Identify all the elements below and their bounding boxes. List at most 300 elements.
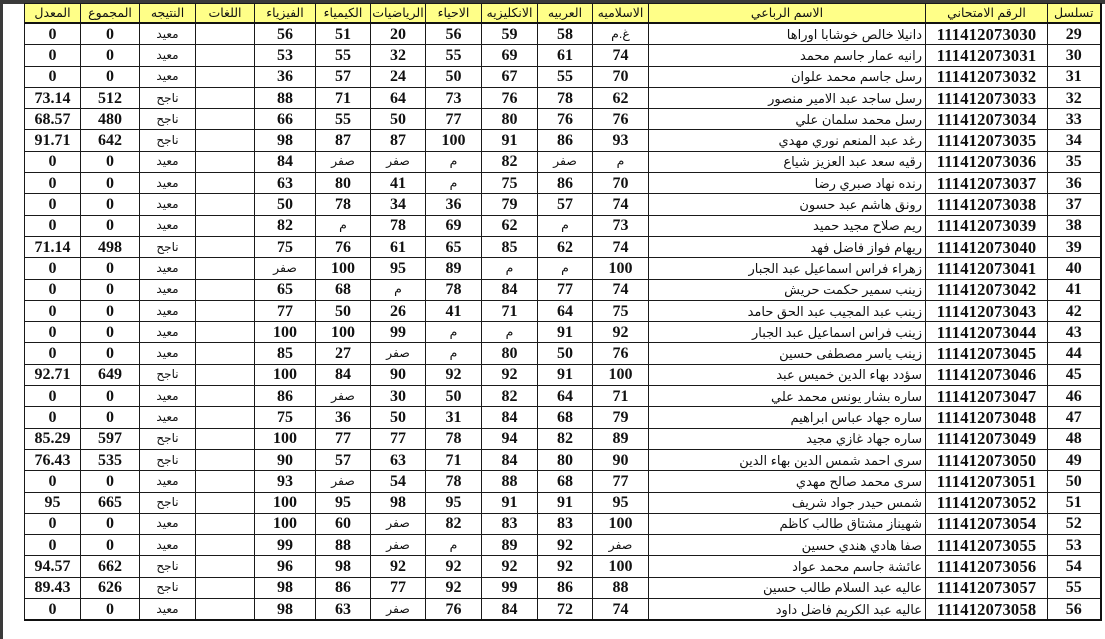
cell-seq: 34 — [1048, 130, 1101, 151]
cell-islamic: 74 — [593, 236, 649, 257]
cell-name: زينب فراس اسماعيل عبد الجبار — [649, 322, 926, 343]
cell-average: 0 — [25, 513, 81, 534]
cell-arabic: م — [538, 215, 593, 236]
cell-languages — [196, 535, 255, 556]
cell-arabic: صفر — [538, 151, 593, 172]
cell-exam-no: 111412073044 — [926, 322, 1048, 343]
cell-english: 79 — [482, 194, 538, 215]
cell-chemistry: 76 — [316, 236, 371, 257]
column-header-biology: الاحياء — [426, 4, 482, 24]
cell-math: م — [371, 279, 426, 300]
cell-english: 99 — [482, 577, 538, 598]
cell-average: 95 — [25, 492, 81, 513]
cell-name: رسل محمد سلمان علي — [649, 109, 926, 130]
cell-islamic: 89 — [593, 428, 649, 449]
cell-biology: 92 — [426, 577, 482, 598]
cell-seq: 46 — [1048, 386, 1101, 407]
cell-seq: 53 — [1048, 535, 1101, 556]
cell-biology: 50 — [426, 386, 482, 407]
column-header-exam-no: الرقم الامتحاني — [926, 4, 1048, 24]
cell-result: ناجح — [140, 109, 196, 130]
cell-arabic: 77 — [538, 279, 593, 300]
cell-islamic: 74 — [593, 599, 649, 621]
cell-math: 50 — [371, 109, 426, 130]
cell-arabic: 80 — [538, 449, 593, 470]
cell-physics: 98 — [255, 577, 316, 598]
cell-exam-no: 111412073056 — [926, 556, 1048, 577]
cell-biology: 41 — [426, 300, 482, 321]
cell-english: 91 — [482, 492, 538, 513]
cell-arabic: 68 — [538, 407, 593, 428]
cell-seq: 50 — [1048, 471, 1101, 492]
cell-chemistry: 60 — [316, 513, 371, 534]
cell-math: 98 — [371, 492, 426, 513]
cell-arabic: 86 — [538, 577, 593, 598]
cell-name: زهراء فراس اسماعيل عبد الجبار — [649, 258, 926, 279]
cell-languages — [196, 23, 255, 45]
table-row — [25, 407, 1101, 428]
cell-average: 0 — [25, 66, 81, 87]
column-header-total: المجموع — [81, 4, 140, 24]
cell-arabic: 82 — [538, 428, 593, 449]
cell-result: معيد — [140, 300, 196, 321]
cell-languages — [196, 386, 255, 407]
cell-arabic: 86 — [538, 130, 593, 151]
cell-chemistry: 71 — [316, 87, 371, 108]
cell-average: 89.43 — [25, 577, 81, 598]
cell-seq: 54 — [1048, 556, 1101, 577]
table-row — [25, 471, 1101, 492]
cell-seq: 47 — [1048, 407, 1101, 428]
cell-total: 0 — [81, 151, 140, 172]
cell-name: رنده نهاد صبري رضا — [649, 173, 926, 194]
cell-languages — [196, 428, 255, 449]
column-header-name: الاسم الرباعي — [649, 4, 926, 24]
cell-biology: 95 — [426, 492, 482, 513]
cell-arabic: 55 — [538, 66, 593, 87]
cell-chemistry: 88 — [316, 535, 371, 556]
cell-name: زينب سمير حكمت حريش — [649, 279, 926, 300]
cell-physics: 36 — [255, 66, 316, 87]
cell-biology: م — [426, 343, 482, 364]
cell-math: 20 — [371, 23, 426, 45]
table-row — [25, 492, 1101, 513]
cell-total: 0 — [81, 173, 140, 194]
cell-english: 92 — [482, 556, 538, 577]
cell-name: زينب ياسر مصطفى حسين — [649, 343, 926, 364]
cell-chemistry: 36 — [316, 407, 371, 428]
cell-physics: 56 — [255, 23, 316, 45]
cell-average: 0 — [25, 386, 81, 407]
cell-physics: 50 — [255, 194, 316, 215]
cell-name: عاليه عبد الكريم فاضل داود — [649, 599, 926, 621]
column-header-arabic: العربيه — [538, 4, 593, 24]
cell-math: 63 — [371, 449, 426, 470]
column-header-seq: تسلسل — [1048, 4, 1101, 24]
table-row — [25, 23, 1101, 45]
cell-seq: 29 — [1048, 23, 1101, 45]
cell-chemistry: 57 — [316, 449, 371, 470]
cell-english: م — [482, 258, 538, 279]
cell-exam-no: 111412073045 — [926, 343, 1048, 364]
cell-name: دانيلا خالص خوشابا اوراها — [649, 23, 926, 45]
cell-total: 626 — [81, 577, 140, 598]
cell-result: معيد — [140, 386, 196, 407]
cell-exam-no: 111412073033 — [926, 87, 1048, 108]
cell-seq: 30 — [1048, 45, 1101, 66]
cell-biology: 78 — [426, 471, 482, 492]
cell-islamic: 100 — [593, 258, 649, 279]
cell-exam-no: 111412073046 — [926, 364, 1048, 385]
table-row — [25, 45, 1101, 66]
cell-math: 26 — [371, 300, 426, 321]
cell-total: 0 — [81, 300, 140, 321]
cell-math: 95 — [371, 258, 426, 279]
cell-exam-no: 111412073034 — [926, 109, 1048, 130]
table-row — [25, 173, 1101, 194]
cell-exam-no: 111412073050 — [926, 449, 1048, 470]
cell-islamic: 74 — [593, 194, 649, 215]
cell-biology: 78 — [426, 428, 482, 449]
cell-biology: 50 — [426, 66, 482, 87]
cell-math: 30 — [371, 386, 426, 407]
cell-biology: 76 — [426, 599, 482, 621]
cell-seq: 35 — [1048, 151, 1101, 172]
cell-exam-no: 111412073048 — [926, 407, 1048, 428]
cell-biology: م — [426, 173, 482, 194]
cell-islamic: 100 — [593, 364, 649, 385]
cell-total: 0 — [81, 386, 140, 407]
cell-physics: 100 — [255, 492, 316, 513]
cell-arabic: 62 — [538, 236, 593, 257]
cell-seq: 55 — [1048, 577, 1101, 598]
cell-arabic: 64 — [538, 386, 593, 407]
cell-result: ناجح — [140, 130, 196, 151]
cell-average: 76.43 — [25, 449, 81, 470]
cell-english: 80 — [482, 109, 538, 130]
cell-total: 0 — [81, 215, 140, 236]
column-header-math: الرياضيات — [371, 4, 426, 24]
cell-average: 0 — [25, 407, 81, 428]
cell-languages — [196, 556, 255, 577]
cell-math: صفر — [371, 599, 426, 621]
cell-math: صفر — [371, 343, 426, 364]
cell-exam-no: 111412073040 — [926, 236, 1048, 257]
cell-math: 77 — [371, 577, 426, 598]
cell-seq: 45 — [1048, 364, 1101, 385]
cell-english: 59 — [482, 23, 538, 45]
cell-chemistry: 51 — [316, 23, 371, 45]
cell-result: معيد — [140, 151, 196, 172]
cell-seq: 51 — [1048, 492, 1101, 513]
cell-total: 0 — [81, 258, 140, 279]
cell-exam-no: 111412073043 — [926, 300, 1048, 321]
cell-islamic: 77 — [593, 471, 649, 492]
cell-result: ناجح — [140, 449, 196, 470]
cell-physics: 98 — [255, 130, 316, 151]
column-header-english: الانكليزيه — [482, 4, 538, 24]
table-row — [25, 449, 1101, 470]
cell-result: معيد — [140, 471, 196, 492]
cell-name: سرى احمد شمس الدين بهاء الدين — [649, 449, 926, 470]
column-header-average: المعدل — [25, 4, 81, 24]
cell-name: سؤدد بهاء الدين خميس عبد — [649, 364, 926, 385]
cell-exam-no: 111412073036 — [926, 151, 1048, 172]
cell-arabic: 58 — [538, 23, 593, 45]
cell-languages — [196, 279, 255, 300]
cell-result: ناجح — [140, 577, 196, 598]
exam-results-table — [24, 3, 1102, 621]
cell-total: 498 — [81, 236, 140, 257]
cell-physics: 100 — [255, 513, 316, 534]
cell-chemistry: 87 — [316, 130, 371, 151]
cell-result: ناجح — [140, 556, 196, 577]
cell-physics: 53 — [255, 45, 316, 66]
cell-physics: 88 — [255, 87, 316, 108]
cell-average: 0 — [25, 300, 81, 321]
cell-seq: 48 — [1048, 428, 1101, 449]
cell-total: 0 — [81, 407, 140, 428]
cell-languages — [196, 45, 255, 66]
cell-physics: 100 — [255, 428, 316, 449]
cell-islamic: صفر — [593, 535, 649, 556]
cell-arabic: 57 — [538, 194, 593, 215]
cell-total: 0 — [81, 599, 140, 621]
cell-islamic: 74 — [593, 45, 649, 66]
cell-name: شهيناز مشتاق طالب كاظم — [649, 513, 926, 534]
cell-islamic: 95 — [593, 492, 649, 513]
cell-name: عائشة جاسم محمد عواد — [649, 556, 926, 577]
cell-languages — [196, 87, 255, 108]
cell-math: صفر — [371, 535, 426, 556]
cell-chemistry: 77 — [316, 428, 371, 449]
cell-arabic: 50 — [538, 343, 593, 364]
cell-name: ساره جهاد عباس ابراهيم — [649, 407, 926, 428]
cell-total: 665 — [81, 492, 140, 513]
cell-total: 0 — [81, 535, 140, 556]
cell-name: زينب عبد المجيب عبد الحق حامد — [649, 300, 926, 321]
cell-physics: 77 — [255, 300, 316, 321]
cell-seq: 40 — [1048, 258, 1101, 279]
cell-languages — [196, 300, 255, 321]
cell-chemistry: 27 — [316, 343, 371, 364]
cell-average: 0 — [25, 23, 81, 45]
cell-languages — [196, 130, 255, 151]
cell-english: 84 — [482, 407, 538, 428]
cell-english: 92 — [482, 364, 538, 385]
table-row — [25, 194, 1101, 215]
cell-seq: 52 — [1048, 513, 1101, 534]
cell-average: 0 — [25, 194, 81, 215]
cell-math: 78 — [371, 215, 426, 236]
cell-arabic: 91 — [538, 364, 593, 385]
cell-biology: 71 — [426, 449, 482, 470]
cell-biology: 78 — [426, 279, 482, 300]
cell-exam-no: 111412073031 — [926, 45, 1048, 66]
table-row — [25, 279, 1101, 300]
cell-arabic: 86 — [538, 173, 593, 194]
column-header-chemistry: الكيمياء — [316, 4, 371, 24]
cell-average: 92.71 — [25, 364, 81, 385]
cell-physics: 98 — [255, 599, 316, 621]
cell-languages — [196, 236, 255, 257]
cell-english: 84 — [482, 599, 538, 621]
cell-languages — [196, 173, 255, 194]
cell-languages — [196, 407, 255, 428]
cell-arabic: 83 — [538, 513, 593, 534]
cell-chemistry: 100 — [316, 258, 371, 279]
cell-math: 99 — [371, 322, 426, 343]
cell-average: 94.57 — [25, 556, 81, 577]
cell-exam-no: 111412073057 — [926, 577, 1048, 598]
cell-chemistry: 57 — [316, 66, 371, 87]
cell-biology: 31 — [426, 407, 482, 428]
cell-exam-no: 111412073049 — [926, 428, 1048, 449]
cell-arabic: م — [538, 258, 593, 279]
cell-math: 54 — [371, 471, 426, 492]
cell-average: 73.14 — [25, 87, 81, 108]
cell-average: 0 — [25, 343, 81, 364]
cell-chemistry: صفر — [316, 151, 371, 172]
cell-math: صفر — [371, 151, 426, 172]
cell-physics: 66 — [255, 109, 316, 130]
table-row — [25, 599, 1101, 621]
cell-languages — [196, 66, 255, 87]
cell-islamic: 88 — [593, 577, 649, 598]
cell-chemistry: م — [316, 215, 371, 236]
cell-result: معيد — [140, 513, 196, 534]
cell-islamic: 100 — [593, 556, 649, 577]
cell-seq: 33 — [1048, 109, 1101, 130]
cell-name: رونق هاشم عبد حسون — [649, 194, 926, 215]
cell-physics: 99 — [255, 535, 316, 556]
cell-physics: صفر — [255, 258, 316, 279]
cell-total: 0 — [81, 23, 140, 45]
cell-result: معيد — [140, 45, 196, 66]
cell-math: 32 — [371, 45, 426, 66]
cell-exam-no: 111412073047 — [926, 386, 1048, 407]
cell-arabic: 61 — [538, 45, 593, 66]
column-header-islamic: الاسلاميه — [593, 4, 649, 24]
cell-languages — [196, 215, 255, 236]
table-row — [25, 109, 1101, 130]
cell-seq: 36 — [1048, 173, 1101, 194]
cell-name: رسل جاسم محمد علوان — [649, 66, 926, 87]
cell-physics: 85 — [255, 343, 316, 364]
cell-average: 0 — [25, 45, 81, 66]
cell-math: 77 — [371, 428, 426, 449]
cell-biology: 69 — [426, 215, 482, 236]
cell-english: 82 — [482, 151, 538, 172]
table-row — [25, 513, 1101, 534]
cell-total: 662 — [81, 556, 140, 577]
cell-english: 88 — [482, 471, 538, 492]
cell-result: معيد — [140, 322, 196, 343]
cell-seq: 42 — [1048, 300, 1101, 321]
cell-languages — [196, 151, 255, 172]
cell-chemistry: 80 — [316, 173, 371, 194]
cell-exam-no: 111412073042 — [926, 279, 1048, 300]
cell-chemistry: 55 — [316, 109, 371, 130]
cell-average: 0 — [25, 471, 81, 492]
cell-result: معيد — [140, 599, 196, 621]
cell-physics: 100 — [255, 364, 316, 385]
cell-physics: 100 — [255, 322, 316, 343]
cell-physics: 63 — [255, 173, 316, 194]
cell-physics: 84 — [255, 151, 316, 172]
cell-arabic: 64 — [538, 300, 593, 321]
cell-result: معيد — [140, 194, 196, 215]
cell-result: معيد — [140, 66, 196, 87]
table-row — [25, 215, 1101, 236]
cell-result: معيد — [140, 407, 196, 428]
cell-chemistry: 98 — [316, 556, 371, 577]
cell-result: ناجح — [140, 492, 196, 513]
cell-arabic: 92 — [538, 556, 593, 577]
cell-seq: 39 — [1048, 236, 1101, 257]
cell-english: 83 — [482, 513, 538, 534]
cell-seq: 32 — [1048, 87, 1101, 108]
table-row — [25, 577, 1101, 598]
cell-total: 642 — [81, 130, 140, 151]
cell-average: 0 — [25, 535, 81, 556]
cell-english: 91 — [482, 130, 538, 151]
cell-islamic: 93 — [593, 130, 649, 151]
cell-english: 69 — [482, 45, 538, 66]
cell-languages — [196, 471, 255, 492]
cell-languages — [196, 577, 255, 598]
table-row — [25, 428, 1101, 449]
cell-average: 0 — [25, 279, 81, 300]
cell-biology: 65 — [426, 236, 482, 257]
cell-seq: 31 — [1048, 66, 1101, 87]
cell-chemistry: 86 — [316, 577, 371, 598]
cell-languages — [196, 492, 255, 513]
cell-result: معيد — [140, 279, 196, 300]
cell-chemistry: 100 — [316, 322, 371, 343]
cell-math: 50 — [371, 407, 426, 428]
cell-exam-no: 111412073052 — [926, 492, 1048, 513]
table-row — [25, 386, 1101, 407]
cell-exam-no: 111412073035 — [926, 130, 1048, 151]
cell-biology: 77 — [426, 109, 482, 130]
cell-average: 71.14 — [25, 236, 81, 257]
cell-total: 0 — [81, 194, 140, 215]
cell-islamic: 70 — [593, 66, 649, 87]
cell-english: 84 — [482, 279, 538, 300]
cell-biology: م — [426, 535, 482, 556]
cell-arabic: 76 — [538, 109, 593, 130]
cell-biology: 56 — [426, 23, 482, 45]
cell-chemistry: صفر — [316, 386, 371, 407]
cell-biology: م — [426, 322, 482, 343]
cell-exam-no: 111412073054 — [926, 513, 1048, 534]
cell-result: معيد — [140, 23, 196, 45]
cell-physics: 75 — [255, 407, 316, 428]
table-row — [25, 556, 1101, 577]
cell-english: م — [482, 322, 538, 343]
cell-seq: 41 — [1048, 279, 1101, 300]
cell-physics: 86 — [255, 386, 316, 407]
cell-name: عاليه عبد السلام طالب حسين — [649, 577, 926, 598]
cell-result: ناجح — [140, 87, 196, 108]
cell-arabic: 91 — [538, 322, 593, 343]
cell-total: 0 — [81, 513, 140, 534]
cell-exam-no: 111412073038 — [926, 194, 1048, 215]
results-sheet — [24, 3, 1101, 621]
cell-arabic: 72 — [538, 599, 593, 621]
cell-english: 85 — [482, 236, 538, 257]
